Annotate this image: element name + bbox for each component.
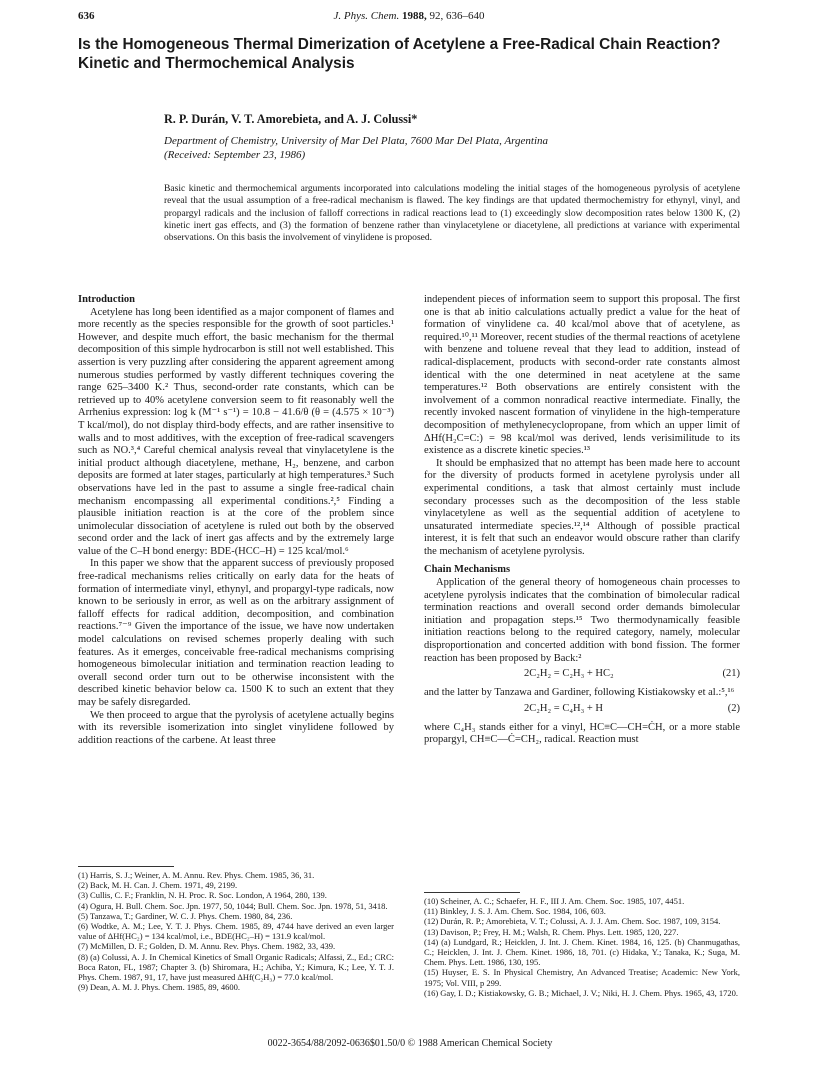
paragraph: and the latter by Tanzawa and Gardiner, following Kistiakowsky et al.:⁵,¹⁶ <box>424 687 735 699</box>
footnote-rule <box>78 866 174 867</box>
section-heading-introduction: Introduction <box>78 294 135 305</box>
equation-number: (2) <box>727 702 740 714</box>
footnote: (16) Gay, I. D.; Kistiakowsky, G. B.; Michael, J. V.; Niki, H. J. Chem. Phys. 1965, 43, 1720. <box>424 987 739 998</box>
equation-expression: 2C₂H₂ = C₄H₃ + H <box>524 702 603 714</box>
footnote: (15) Huyser, E. S. In Physical Chemistry, An Advanced Treatise; Academic: New York, 1975; Vol. VIII, p 299. <box>424 967 740 988</box>
right-column <box>424 294 740 747</box>
footnote: (10) Scheiner, A. C.; Schaefer, H. F., III J. Am. Chem. Soc. 1985, 107, 4451. <box>424 896 685 906</box>
footnote: (3) Cullis, C. F.; Franklin, N. H. Proc. R. Soc. London, A 1964, 280, 139. <box>78 890 327 901</box>
equation-2 <box>424 703 740 719</box>
affiliation-block <box>164 134 548 162</box>
paragraph: independent pieces of information seem to support this proposal. The first one is that ab initio calculations actually predict a value for the heat of formation of vinylidene ca. 40 kcal/mol above that of acetylene, as required.¹⁰,¹¹ Moreover, recent studies of the thermal reactions of acetylene with benzene and toluene reveal that they lead to addition, instead of radical-displacement, products with second-order rate constants almost identical with the one determined in neat acetylene at the same temperatures.¹² Both observations are entirely consistent with the involvement of a common nonradical reactive intermediate. Finally, the recently invoked nascent formation of vinylidene in the high-temperature decomposition of methylenecyclopropane, from which an upper limit of ΔHf(H₂C=C:) = 98 kcal/mol was derived, lends verisimilitude to its existence as a discrete kinetic species.¹³ <box>424 294 740 457</box>
footnote: (6) Wodtke, A. M.; Lee, Y. T. J. Phys. Chem. 1985, 89, 4744 have derived an even larger value of ΔHf(HC₂) = 134 kcal/mol, i.e., BDE(HC₂–H) = 131.9 kcal/mol. <box>78 921 394 942</box>
paragraph: Acetylene has long been identified as a major component of flames and more recently as the species responsible for the growth of soot particles.¹ However, and despite much effort, the basic mechanism for the thermal decomposition of this simple hydrocarbon is still not well established. This assertion is very puzzling after considering the apparent agreement among numerous studies performed by vastly different techniques covering the range 625–3400 K.² Thus, second-order rate constants, which can be retrieved up to 40% acetylene conversion seem to fit reasonably well the Arrhenius expression: log k (M⁻¹ s⁻¹) = 10.8 − 41.6/θ (θ = (4.575 × 10⁻³) T kcal/mol), do not display third-body effects, and are rather insensitive to walls and to most additives, with the exception of free-radical scavengers such as NO.³,⁴ Careful chemical analysis reveal that vinylacetylene is the initial product although diacetylene, methane, H₂, benzene, and carbon deposits are formed at later stages, particularly at high temperatures.³ Such observations have led in the past to assume a single free-radical chain mechanism encompassing all experimental conditions.²,⁵ Finding a plausible initiation reaction is at the core of the problem since unimolecular dissociation of acetylene is ruled out both by the observed second order and the lack of inert gas affects and by the extremely large value of the C–H bond energy: BDE-(HCC–H) = 125 kcal/mol.⁶ <box>78 306 394 557</box>
journal-year: 1988, <box>401 10 427 22</box>
abstract: Basic kinetic and thermochemical arguments incorporated into calculations modeling the initial stages of the homogeneous pyrolysis of acetylene reveal that the usual assumption of a free-radical mechanism is flawed. The key findings are that updated thermochemistry for ethynyl, vinyl, and propargyl radicals and the inclusion of falloff corrections in radical reactions lead to (1) exceedingly slow decomposition rates below 1300 K, (2) kinetic inert gas effects, and (3) the formation of benzene rather than vinylacetylene or diacetylene, all predictions at variance with experimental observations. On this basis the involvement of vinylidene is proposed. <box>164 183 740 244</box>
footnote: (2) Back, M. H. Can. J. Chem. 1971, 49, 2199. <box>78 880 238 891</box>
footnote: (13) Davison, P.; Frey, H. M.; Walsh, R. Chem. Phys. Lett. 1985, 120, 227. <box>424 926 679 937</box>
equation-21 <box>424 668 740 684</box>
footnote-rule <box>424 892 520 893</box>
paragraph: Application of the general theory of homogeneous chain processes to acetylene pyrolysis indicates that the combination of bimolecular radical termination reactions and overall second order demands bimolecular initiation and propagation steps.¹⁵ Two thermodynamically feasible initiation reactions belong to the required category, namely, molecular disproportionation and concerted addition with bond fission. The former reaction has been proposed by Back:² <box>424 577 740 664</box>
paragraph: In this paper we show that the apparent success of previously proposed free-radical mechanisms relies critically on early data for the heats of formation of intermediate vinyl, ethynyl, and propargyl-type radicals, now known to be seriously in error, as well as on the arbitrary assignment of falloff effects for radical addition, decomposition, and combination reactions.⁷⁻⁹ Given the importance of the issue, we have now undertaken model calculations on revised schemes properly dealing with such features. As it emerges, conceivable free-radical mechanisms comprising homogeneous bimolecular initiation and termination reaction leading to overall second order turn out to be otherwise inconsistent with the described kinetic behavior below ca. 1500 K to such an extent that they may be safely disregarded. <box>78 558 394 708</box>
footnote: (12) Durán, R. P.; Amorebieta, V. T.; Colussi, A. J. J. Am. Chem. Soc. 1987, 109, 3154. <box>424 916 721 927</box>
journal-name: J. Phys. Chem. <box>333 10 400 22</box>
footnote: (7) McMillen, D. F.; Golden, D. M. Annu. Rev. Phys. Chem. 1982, 33, 439. <box>78 941 336 952</box>
footnote: (8) (a) Colussi, A. J. In Chemical Kinetics of Small Organic Radicals; Alfassi, Z., Ed.; CRC: Boca Raton, FL, 1987; Chapter 3. (b) Shiromara, H.; Achiba, Y.; Kimura, K.; Lee, Y. T. J. Phys. Chem. 1987, 91, 17, have just measured ΔHf(C₂H₃) = 77.0 kcal/mol. <box>78 951 394 983</box>
paragraph: It should be emphasized that no attempt has been made here to account for the diversity of products formed in acetylene pyrolysis under all experimental conditions, a task that almost certainly must include secondary processes such as the decomposition of the less stable vinylacetylene as well as the sequential addition of acetylene to unsaturated intermediate species.¹²,¹⁴ Although of possible practical interest, it is felt that such an endeavor would obscure rather than clarify the mechanism of acetylene pyrolysis. <box>424 457 740 557</box>
footnote: (14) (a) Lundgard, R.; Heicklen, J. Int. J. Chem. Kinet. 1984, 16, 125. (b) Chanmugathas, C.; Heicklen, J. Int. J. Chem. Kinet. 1986, 18, 701. (c) Hidaka, Y.; Tanaka, K.; Suga, M. Chem. Phys. Lett. 1986, 130, 195. <box>424 936 740 968</box>
right-footnotes <box>424 896 740 998</box>
footnote: (4) Ogura, H. Bull. Chem. Soc. Jpn. 1977, 50, 1044; Bull. Chem. Soc. Jpn. 1978, 51, 3418. <box>78 900 388 911</box>
left-footnotes <box>78 870 394 992</box>
affiliation: Department of Chemistry, University of Mar Del Plata, 7600 Mar Del Plata, Argentina <box>164 135 549 147</box>
section-heading-chain-mechanisms: Chain Mechanisms <box>424 564 511 576</box>
received-date: (Received: September 23, 1986) <box>164 149 306 161</box>
article-title: Is the Homogeneous Thermal Dimerization of Acetylene a Free-Radical Chain Reaction? Kinetic and Thermochemical Analysis <box>78 36 721 72</box>
author-list: R. P. Durán, V. T. Amorebieta, and A. J. Colussi* <box>164 112 418 126</box>
journal-volume-pages: 92, 636–640 <box>429 10 485 22</box>
page-number: 636 <box>78 10 95 22</box>
equation-expression: 2C₂H₂ = C₂H₃ + HC₂ <box>524 668 614 680</box>
footnote: (11) Binkley, J. S. J. Am. Chem. Soc. 1984, 106, 603. <box>424 906 606 917</box>
journal-citation <box>78 10 740 22</box>
left-column <box>78 294 394 747</box>
paragraph: where C₄H₃ stands either for a vinyl, HC≡C—CH=ĊH, or a more stable propargyl, CH≡C—Ċ=CH₂, radical. Reaction must <box>424 721 740 746</box>
equation-number: (21) <box>722 668 740 680</box>
copyright-footer: 0022-3654/88/2092-0636$01.50/0 © 1988 American Chemical Society <box>267 1038 553 1049</box>
footnote: (9) Dean, A. M. J. Phys. Chem. 1985, 89, 4600. <box>78 982 240 993</box>
footnote: (5) Tanzawa, T.; Gardiner, W. C. J. Phys. Chem. 1980, 84, 236. <box>78 910 293 921</box>
paragraph: We then proceed to argue that the pyrolysis of acetylene actually begins with its reversible isomerization into singlet vinylidene followed by addition reactions of the carbene. At least three <box>78 709 394 746</box>
footnote: (1) Harris, S. J.; Weiner, A. M. Annu. Rev. Phys. Chem. 1985, 36, 31. <box>78 870 315 880</box>
running-header <box>78 10 740 26</box>
